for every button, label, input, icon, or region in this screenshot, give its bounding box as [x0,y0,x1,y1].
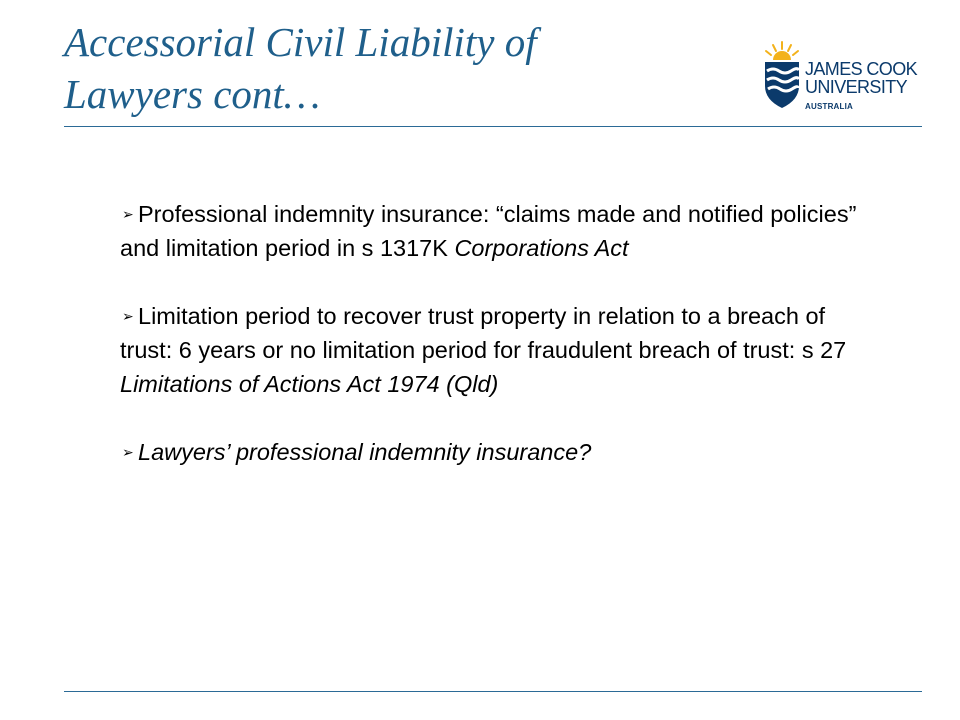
arrow-bullet-icon: ➢ [122,444,134,460]
logo-line-james-cook: JAMES COOK [805,59,918,79]
logo-line-university: UNIVERSITY [805,77,908,97]
bullet-italic-text: Lawyers’ professional indemnity insurance? [138,439,592,465]
footer-divider [64,691,922,692]
arrow-bullet-icon: ➢ [122,308,134,324]
bullet-italic-text: Corporations Act [454,235,629,261]
jcu-shield-sun-icon [762,40,802,110]
bullet-italic-text: Limitations of Actions Act 1974 (Qld) [120,371,499,397]
bullet-item [120,435,860,469]
logo-wordmark [805,60,917,111]
bullet-text: Limitation period to recover trust property in relation to a breach of trust: 6 years or no limitation period for fraudulent breach of trust: s 27 [120,303,847,363]
bullet-item [120,299,860,401]
slide-title-line1: Accessorial Civil Liability of [64,19,537,65]
slide-title [64,16,704,120]
university-logo [758,38,928,118]
title-divider [64,126,922,127]
bullet-text: Professional indemnity insurance: “claims made and notified policies” and limitation period in s 1317K [120,201,857,261]
slide-body [120,197,860,469]
bullet-item [120,197,860,265]
logo-line-australia: AUSTRALIA [805,102,854,111]
arrow-bullet-icon: ➢ [122,206,134,222]
slide-title-line2: Lawyers cont… [64,71,321,117]
